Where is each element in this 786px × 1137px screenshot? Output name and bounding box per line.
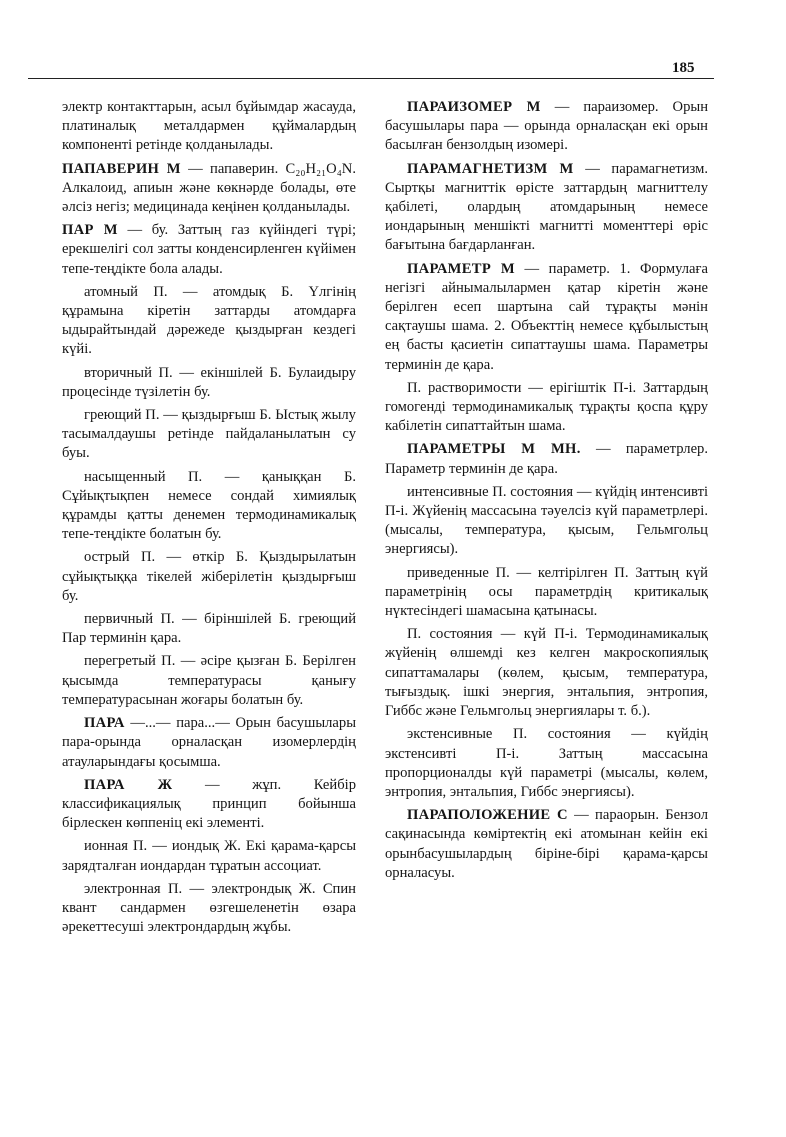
subentry-definition: — әсіре қызған Б. Берілген қысымда температурасы қанығу температурасынан жоғары болатын бу. [62, 653, 356, 708]
sub-entry [62, 837, 356, 875]
entry-definition: — бу. Заттың газ күйіндегі түрі; ерекшелігі сол затты конденсирленген күйімен тепе-теңдікте бола алады. [62, 222, 356, 277]
dictionary-entry [385, 160, 708, 256]
subentry-definition: — екіншілей Б. Булаидыру процесінде түзілетін бу. [62, 364, 356, 400]
entry-headword: ПАР М [62, 222, 118, 239]
subentry-definition: — өткір Б. Қыздырылатын сұйықтыққа тікелей жіберілетін қыздырғыш бу. [62, 549, 356, 604]
entry-headword: ПАРА Ж [84, 776, 173, 793]
sub-entry [62, 468, 356, 545]
entry-headword: ПАРАМЕТРЫ М МН. [407, 441, 581, 458]
sub-entry [385, 625, 708, 721]
subentry-definition: — қаныққан Б. Сұйықтықпен немесе сондай химиялық құрамды қатты денемен термодинамикалық тепе-теңдікте болатын бу. [62, 468, 356, 543]
entry-headword: ПАРАМЕТР М [407, 260, 515, 277]
sub-entry [62, 652, 356, 710]
entry-headword: ПАРАИЗОМЕР М [407, 99, 541, 115]
entry-definition: — параорын. Бензол сақинасында көміртектің екі атомынан кейін екі орынбасушылардың біріне-бірі қарама-қарсы орналасуы. [385, 807, 708, 881]
subentry-definition: — күй П-і. Термодинамикалық жүйенің өлшемді кез келген макроскопиялық сипаттамалары (көлем, қысым, температура, тығыздық. ішкі энергия, энтальпия, энтропия, Гиббс және Гельмгольц энергиялары т. б.). [385, 626, 708, 720]
sub-entry [385, 725, 708, 802]
subentry-lead: вторичный П. [84, 364, 173, 381]
page-number: 185 [672, 60, 695, 76]
entry-definition: — параметр. 1. Формулаға негізгі айнымалылармен қатар кіретін және берілген есеп шартына сай тұрақты мәнін сақтаушы шама. 2. Объекттің немесе құбылыстың ең басты қасиетін сипаттаушы шама. Параметры терминін де қара. [385, 260, 708, 373]
sub-entry [385, 379, 708, 437]
entry-definition: — параметрлер. Параметр терминін де қара. [385, 441, 708, 477]
subentry-definition: — иондық Ж. Екі қарама-қарсы зарядталған иондардан тұратын ассоциат. [62, 838, 356, 874]
sub-entry [62, 364, 356, 402]
sub-entry [62, 610, 356, 648]
subentry-definition: — біріншілей Б. греющий Пар терминін қара. [62, 611, 357, 647]
dictionary-entry [62, 160, 356, 218]
subentry-lead: приведенные П. [407, 564, 510, 581]
dictionary-entry [62, 776, 356, 834]
entry-definition: — папаверин. C₂₀H₂₁O₄N. Алкалоид, апиын және көкнәрде болады, өте әлсіз негіз; медицинада кеңінен қолданылады. [62, 160, 356, 216]
subentry-definition: — электрондық Ж. Спин квант сандармен өзгешеленетін өзара әрекеттесуші электрондардың жұбы. [62, 880, 356, 936]
sub-entry [385, 564, 708, 622]
entry-definition: — парамагнетизм. Сыртқы магниттік өрісте заттардың магниттелу қабілеті, олардың атомдарының немесе иондарының меншікті магнитті моменттері өріс бағытына бағдарланған. [385, 160, 708, 254]
subentry-lead: ионная П. [84, 838, 148, 855]
subentry-definition: — күйдің экстенсивті П-і. Заттың массасына пропорционалды күй параметрі (мысалы, көлем, энтропия, энтальпия, Гиббс энергиясы). [385, 726, 708, 800]
subentry-lead: острый П. [84, 549, 156, 566]
dictionary-entry [385, 260, 708, 375]
dictionary-entry [385, 806, 708, 883]
subentry-definition: — келтірілген П. Заттың күй параметрінің осы параметрдің критикалық нүктесіндегі шамасына қатынасы. [385, 564, 708, 620]
subentry-definition: — ерігіштік П-і. Заттардың гомогенді термодинамикалық тұрақты қоспа құру кабілетін сипаттайтын шама. [385, 379, 708, 435]
subentry-lead: электронная П. [84, 880, 183, 897]
entry-definition: — параизомер. Орын басушылары пара — орында орналасқан екі орын басылған бензолдың изомері. [385, 99, 709, 154]
subentry-lead: экстенсивные П. состояния [407, 726, 611, 743]
subentry-definition: — атомдық Б. Үлгінің құрамына кіретін заттарды атомдарға ыдырайтындай дәрежеде қыздырған кездегі күйі. [62, 283, 356, 358]
sub-entry [385, 483, 708, 560]
left-column [62, 98, 356, 941]
subentry-lead: первичный П. [84, 611, 175, 628]
entry-definition: —...— пара...— Орын басушылары пара-орында орналасқан изомерлердің атауларындағы қосымша. [62, 715, 356, 770]
subentry-lead: греющий П. [84, 407, 160, 424]
subentry-lead: насыщенный П. [84, 468, 203, 485]
subentry-lead: перегретый П. [84, 653, 176, 670]
header-rule [28, 78, 714, 79]
entry-headword: ПАПАВЕРИН М [62, 160, 181, 177]
entry-headword: ПАРАМАГНЕТИЗМ М [407, 160, 574, 177]
subentry-lead: атомный П. [84, 283, 168, 300]
right-column [385, 98, 708, 887]
subentry-lead: П. растворимости [407, 379, 522, 396]
dictionary-entry [62, 221, 356, 279]
subentry-lead: интенсивные П. состояния [407, 483, 574, 500]
subentry-lead: П. состояния [407, 626, 493, 643]
subentry-definition: — қыздырғыш Б. Ыстық жылу тасымалдаушы ретінде пайдаланылатын су буы. [62, 407, 356, 462]
dictionary-entry [385, 440, 708, 478]
sub-entry [62, 548, 356, 606]
entry-headword: ПАРА [84, 715, 125, 732]
dictionary-entry [385, 98, 708, 156]
continued-text: электр контакттарын, асыл бұйымдар жасауда, платиналық металдармен құймалардың компоненті ретінде қолданылады. [62, 99, 356, 154]
entry-definition: — жұп. Кейбір классификациялық принцип бойынша бірлескен көппеніц екі элементі. [62, 776, 356, 832]
entry-headword: ПАРАПОЛОЖЕНИЕ С [407, 807, 568, 824]
subentry-definition: — күйдің интенсивті П-і. Жүйенің массасына тәуелсіз күй параметрлері. (мысалы, температура, қысым, Гельмгольц энергиясы). [385, 483, 709, 558]
dictionary-entry [62, 714, 356, 772]
sub-entry [62, 283, 356, 360]
sub-entry [62, 880, 356, 938]
sub-entry [62, 406, 356, 464]
